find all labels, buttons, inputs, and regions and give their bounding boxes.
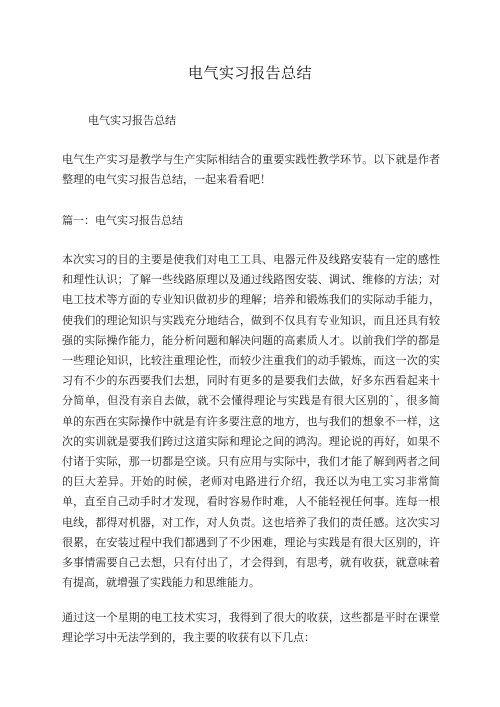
closing-paragraph: 通过这一个星期的电工技术实习，我得到了很大的收获，这些都是平时在课堂理论学习中无法学到的，我主要的收获有以下几点： xyxy=(62,611,440,645)
document-title: 电气实习报告总结 xyxy=(187,64,312,82)
intro-paragraph: 电气生产实习是教学与生产实际相结合的重要实践性教学环节。以下就是作者整理的电气实习报告总结，一起来看看吧！ xyxy=(62,153,440,187)
body-paragraph: 本次实习的目的主要是使我们对电工工具、电器元件及线路安装有一定的感性和理性认识；了解一些线路原理以及通过线路图安装、调试、维修的方法；对电工技术等方面的专业知识做初步的理解；培养和锻炼我们的实际动手能力，使我们的理论知识与实践充分地结合，做到不仅具有专业知识，而且还具有较强的实际操作能力，能分析问题和解决问题的高素质人才。以前我们学的都是一些理论知识，比较注重理论性，而较少注重我们的动手锻炼，而这一次的实习有不少的东西要我们去想，同时有更多的是要我们去做，好多东西看起来十分简单，但没有亲自去做，就不会懂得理论与实践是有很大区别的`，很多简单的东西在实际操作中就是有许多要注意的地方，也与我们的想象不一样，这次的实训就是要我们跨过这道实际和理论之间的鸿沟。理论说的再好，如果不付诸于实际，那一切都是空谈。只有应用与实际中，我们才能了解到两者之间的巨大差异。开始的时候，老师对电路进行介绍，我还以为电工实习非常简单，直至自己动手时才发现，看时容易作时难，人不能轻视任何事。连每一根电线，都得对机器，对工作，对人负责。这也培养了我们的责任感。这次实习很累，在安装过程中我们都遇到了不少困难，理论与实践是有很大区别的，许多事情需要自己去想，只有付出了，才会得到，有思考，就有收获，就意味着有提高，就增强了实践能力和思维能力。 xyxy=(62,253,440,590)
document-subtitle: 电气实习报告总结 xyxy=(88,114,176,127)
section-heading: 篇一：电气实习报告总结 xyxy=(62,214,183,227)
